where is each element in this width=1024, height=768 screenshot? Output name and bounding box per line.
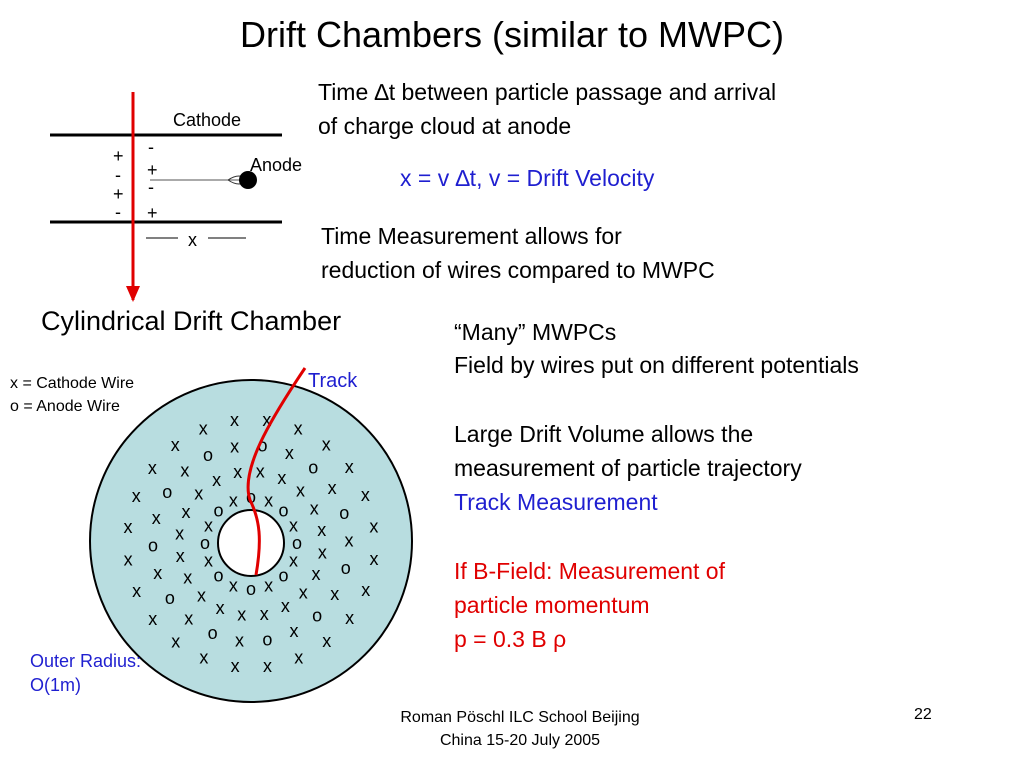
outer-radius-line2: O(1m)	[30, 675, 81, 695]
measure-text-line2: reduction of wires compared to MWPC	[321, 257, 715, 283]
cathode-wire-mark: x	[131, 485, 141, 506]
footer-line2: China 15-20 July 2005	[439, 732, 601, 749]
cathode-wire-mark: x	[327, 477, 337, 498]
cathode-wire-mark: x	[180, 460, 190, 481]
cathode-wire-mark: x	[264, 490, 274, 511]
cathode-wire-mark: x	[197, 585, 206, 606]
cathode-wire-mark: x	[369, 516, 379, 537]
charge-left-4: -	[115, 202, 121, 222]
anode-wire-mark: o	[164, 588, 175, 609]
drift-formula: x = v ∆t, v = Drift Velocity	[400, 165, 655, 191]
cathode-wire-mark: x	[151, 507, 161, 528]
page-number: 22	[914, 706, 932, 723]
cathode-wire-mark: x	[194, 483, 204, 504]
chamber-inner-bore	[218, 510, 284, 576]
cathode-wire-mark: x	[233, 462, 243, 483]
outer-radius-line1: Outer Radius:	[30, 651, 142, 671]
cathode-wire-mark: x	[230, 436, 240, 457]
cathode-wire-mark: x	[293, 418, 303, 439]
cathode-wire-mark: x	[311, 563, 321, 584]
large-drift-line2: measurement of particle trajectory	[454, 455, 802, 481]
cathode-wire-mark: x	[255, 461, 265, 482]
bfield-line1: If B-Field: Measurement of	[454, 558, 725, 584]
cathode-wire-mark: x	[289, 550, 298, 571]
cathode-wire-mark: x	[289, 515, 298, 536]
momentum-formula: p = 0.3 B ρ	[454, 626, 567, 652]
cathode-wire-mark: x	[153, 563, 163, 583]
anode-wire-mark: o	[278, 565, 289, 586]
cathode-wire-mark: x	[309, 498, 319, 519]
anode-wire-mark: o	[199, 533, 211, 553]
bfield-line2: particle momentum	[454, 592, 650, 618]
cathode-wire-mark: x	[277, 468, 287, 488]
cathode-wire-mark: x	[228, 490, 238, 511]
charge-left-2: -	[115, 165, 121, 185]
cylindrical-heading: Cylindrical Drift Chamber	[41, 306, 342, 336]
cathode-wire-mark: x	[175, 546, 185, 567]
anode-wire-mark: o	[278, 500, 289, 521]
cathode-wire-mark: x	[280, 596, 290, 617]
cathode-wire-mark: x	[296, 480, 305, 501]
page-title: Drift Chambers (similar to MWPC)	[239, 14, 785, 55]
anode-wire-mark: o	[312, 605, 323, 626]
charge-right-4: +	[147, 203, 158, 223]
cathode-wire-mark: x	[321, 434, 331, 455]
track-measurement: Track Measurement	[454, 489, 658, 515]
anode-wire-mark: o	[262, 629, 273, 650]
anode-wire-mark: o	[308, 457, 319, 478]
cathode-wire-mark: x	[230, 656, 240, 676]
anode-wire-mark: o	[339, 503, 350, 523]
cathode-wire-mark: x	[322, 631, 332, 652]
anode-wire-mark: o	[257, 435, 268, 456]
time-text-line1: Time ∆t between particle passage and arrival	[318, 79, 777, 105]
cathode-wire-mark: x	[204, 550, 213, 571]
cathode-wire-mark: x	[263, 655, 272, 676]
anode-wire-mark: o	[245, 579, 257, 599]
cathode-wire-mark: x	[330, 583, 340, 604]
cathode-wire-mark: x	[183, 567, 193, 588]
charge-left-1: +	[113, 146, 124, 166]
cathode-wire-mark: x	[132, 580, 142, 601]
cathode-wire-mark: x	[344, 530, 354, 551]
charge-right-3: -	[148, 177, 154, 197]
cathode-wire-mark: x	[361, 580, 371, 601]
cathode-wire-mark: x	[259, 603, 269, 624]
cathode-wire-mark: x	[317, 519, 327, 540]
cathode-wire-mark: x	[148, 608, 158, 629]
cathode-wire-mark: x	[360, 485, 370, 506]
anode-wire-mark: o	[213, 565, 224, 586]
many-mwpcs: “Many” MWPCs	[454, 319, 617, 345]
anode-wire-mark: o	[291, 533, 303, 553]
cathode-wire-mark: x	[317, 542, 327, 563]
cathode-wire-mark: x	[294, 647, 304, 668]
cathode-wire-mark: x	[215, 598, 225, 618]
cathode-wire-mark: x	[184, 608, 194, 629]
cathode-wire-mark: x	[369, 548, 379, 569]
anode-wire-mark: o	[340, 558, 351, 579]
anode-wire-mark: o	[162, 482, 173, 503]
anode-wire-mark: o	[213, 500, 224, 521]
cathode-wire-mark: x	[237, 604, 247, 625]
charge-left-3: +	[113, 184, 124, 204]
anode-wire-mark: o	[147, 535, 159, 556]
measure-text-line1: Time Measurement allows for	[321, 223, 622, 249]
cathode-wire-mark: x	[199, 647, 209, 668]
cathode-wire-mark: x	[123, 517, 133, 538]
cathode-wire-mark: x	[198, 418, 208, 439]
cathode-wire-mark: x	[147, 457, 157, 478]
legend-anode: o = Anode Wire	[10, 398, 120, 415]
cathode-wire-mark: x	[235, 630, 244, 651]
cathode-wire-mark: x	[228, 575, 238, 596]
cathode-label: Cathode	[173, 110, 242, 130]
footer	[330, 706, 710, 752]
cathode-wire-mark: x	[212, 469, 222, 490]
anode-label: Anode	[250, 155, 303, 175]
time-text-line2: of charge cloud at anode	[318, 113, 572, 139]
footer-line1: Roman Pöschl ILC School Beijing	[400, 709, 640, 726]
cathode-wire-mark: x	[264, 575, 274, 596]
anode-wire-mark: o	[202, 444, 214, 465]
cathode-wire-mark: x	[181, 502, 191, 523]
cathode-wire-mark: x	[171, 631, 181, 652]
cathode-wire-mark: x	[289, 621, 299, 642]
charge-right-2: +	[147, 160, 158, 180]
track-label: Track	[308, 370, 358, 392]
cathode-wire-mark: x	[123, 549, 133, 570]
cathode-wire-mark: x	[344, 457, 354, 478]
cathode-wire-mark: x	[204, 515, 213, 536]
cathode-wire-mark: x	[345, 608, 355, 629]
anode-wire-mark: o	[245, 487, 257, 507]
legend-cathode: x = Cathode Wire	[10, 375, 135, 392]
cathode-wire-mark: x	[262, 410, 272, 430]
charge-right-1: -	[148, 137, 154, 157]
cathode-wire-mark: x	[230, 410, 239, 431]
cathode-wire-mark: x	[284, 442, 294, 463]
x-dimension-label: x	[188, 230, 197, 250]
cathode-wire-mark: x	[170, 434, 180, 455]
large-drift-line1: Large Drift Volume allows the	[454, 421, 754, 447]
anode-wire-mark: o	[207, 623, 218, 644]
cathode-wire-mark: x	[298, 582, 308, 603]
field-line: Field by wires put on different potentials	[454, 352, 859, 378]
cathode-wire-mark: x	[175, 523, 185, 544]
